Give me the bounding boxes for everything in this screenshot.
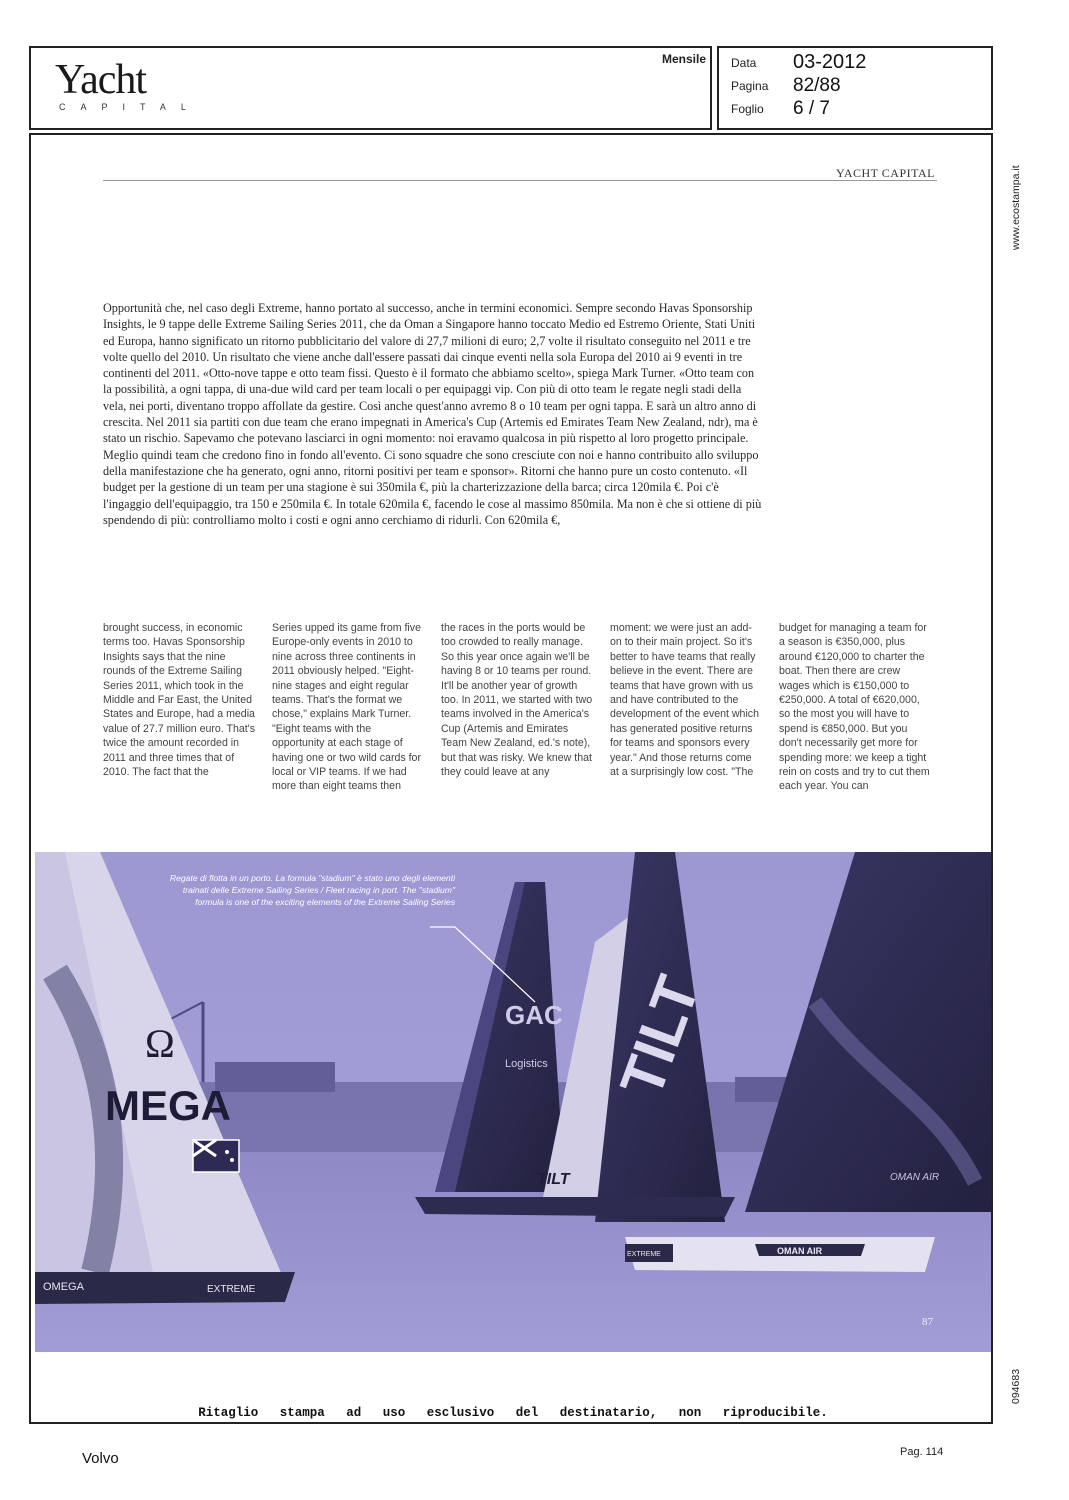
side-code-container — [990, 1360, 1020, 1410]
clipping-page-number: Pag. 114 — [900, 1446, 944, 1458]
tilt-sail-logo: TILT — [607, 967, 713, 1106]
page-value: 82/88 — [793, 75, 841, 96]
side-url-container — [990, 145, 1020, 255]
running-head: YACHT CAPITAL — [836, 166, 935, 180]
frequency-label: Mensile — [661, 52, 706, 66]
sailing-photo — [35, 852, 991, 1352]
sailing-photo-illustration — [35, 852, 991, 1352]
oman-air-hull-extreme: EXTREME — [627, 1251, 661, 1258]
english-column-3: the races in the ports would be too crowded to really manage. So this year once again we'll be having 8 or 10 teams per round. It'll be another year of growth too. In 2011, we started with two teams involved in the America's Cup (Artemis and Emirates Team New Zealand, ed.'s note), but that was risky. We knew that they could leave at any — [441, 622, 593, 779]
english-column-2: Series upped its game from five Europe-only events in 2010 to nine across three continents in 2011 obviously helped. "Eight-nine stages and eight regular teams. That's the format we chose," explains Mark Turner. "Eight teams with the opportunity at each stage of having one or two wild cards for local or VIP teams. If we had more than eight teams then — [272, 622, 421, 793]
italian-article-text: Opportunità che, nel caso degli Extreme, hanno portato al successo, anche in termini economici. Sempre secondo Havas Sponsorship Insights, le 9 tappe delle Extreme Sailing Series 2011, che da Oman a Singapore hanno toccato Medio ed Estremo Oriente, Stati Uniti ed Europa, hanno significato un ritorno pubblicitario del valore di 27,7 milioni di euro; 2,7 volte il risultato conseguito nel 2011 e tre volte quello del 2010. Un risultato che viene anche dall'essere passati dai cinque eventi nella sola Europa del 2010 ai 9 eventi in tre continenti del 2011. «Otto-nove tappe e otto team fissi. Questo è il formato che abbiamo scelto», spiega Mark Turner. «Otto team con la possibilità, a ogni tappa, di una-due wild card per team locali o per equipaggi vip. Con più di otto team le regate negli stadi della vela, nei porti, diventano troppo affollate da gestire. Così anche quest'anno avremo 8 o 10 team per ogni tappa. E sarà un altro anno di crescita. Nel 2011 sia partiti con due team che erano impegnati in America's Cup (Artemis ed Emirates Team New Zealand, ndr), ma è stato un rischio. Sapevamo che potevano lasciarci in ogni momento: noi eravamo qualcosa in più rispetto al loro progetto principale. Meglio quindi team che credono fino in fondo all'evento. Ci sono squadre che sono cresciute con noi e hanno contribuito allo sviluppo della manifestazione che ha generato, ogni anno, ritorni positivi per team e sponsor». Ritorni che hanno pure un costo contenuto. «Il budget per la gestione di un team per una stagione è sui 350mila €, più la charterizzazione della barca; circa 120mila €. Poi c'è l'ingaggio dell'equipaggio, tra 150 e 250mila €. In totale 620mila €, facendo le cose al massimo 850mila. Ma non è che si ottiene di più spendendo di più: controlliamo molto i costi e ogni anno cerchiamo di ridurli. Con 620mila €, — [103, 301, 762, 527]
date-label: Data — [731, 56, 757, 70]
clipping-code: 094683 — [1010, 1368, 1022, 1404]
header-rule — [103, 180, 937, 181]
english-column-5: budget for managing a team for a season is €350,000, plus around €120,000 to charter the boat. Then there are crew wages which is €150,000 to €250,000. A total of €620,000, so the most you will have to spend is €850,000. But you don't necessarily get more for spending more: we keep a tight rein on costs and try to cut them each year. You can — [779, 622, 930, 793]
date-value: 03-2012 — [793, 51, 867, 73]
english-column-1: brought success, in economic terms too. Havas Sponsorship Insights says that the nine rounds of the Extreme Sailing Series 2011, which took in the Middle and Far East, the United States and Europe, had a media value of 27.7 million euro. That's twice the amount recorded in 2011 and three times that of 2010. The fact that the — [103, 622, 255, 779]
omega-sail-text: MEGA — [105, 1082, 231, 1129]
oman-air-hull-text: OMAN AIR — [777, 1246, 823, 1256]
source-url: www.ecostampa.it — [1010, 165, 1022, 250]
omega-hull-extreme: EXTREME — [207, 1284, 256, 1295]
copyright-notice: Ritaglio stampa ad uso esclusivo del destinatario, non riproducibile. — [198, 1406, 828, 1420]
tilt-jib-text: TILT — [537, 1171, 570, 1188]
sheet-label: Foglio — [731, 102, 764, 116]
metadata-box — [717, 46, 993, 130]
gac-logistics-text: Logistics — [505, 1058, 548, 1070]
page-label: Pagina — [731, 79, 769, 93]
magazine-page-number: 87 — [922, 1316, 933, 1328]
publication-logo-subtitle: CAPITAL — [59, 102, 201, 112]
masthead-box — [29, 46, 712, 130]
oman-air-sail-text: OMAN AIR — [890, 1172, 940, 1183]
nz-flag-icon — [193, 1140, 239, 1172]
omega-hull-text: OMEGA — [43, 1281, 84, 1293]
publication-logo: Yacht — [55, 57, 147, 103]
client-name: Volvo — [82, 1450, 119, 1467]
omega-symbol: Ω — [145, 1021, 175, 1066]
english-column-4: moment: we were just an add-on to their main project. So it's better to have teams that really believe in the event. There are teams that have grown with us and have contributed to the development of the event which has generated positive returns for teams and sponsors every year." And those returns come at a surprisingly low cost. "The — [610, 622, 759, 779]
gac-sail-logo: GAC — [505, 1000, 563, 1030]
sheet-value: 6 / 7 — [793, 98, 830, 119]
photo-caption: Regate di flotta in un porto. La formula "stadium" è stato uno degli elementi trainati delle Extreme Sailing Series / Fleet racing in port. The "stadium" formula is one of the exciting elements of the Extreme Sailing Series — [169, 873, 455, 907]
